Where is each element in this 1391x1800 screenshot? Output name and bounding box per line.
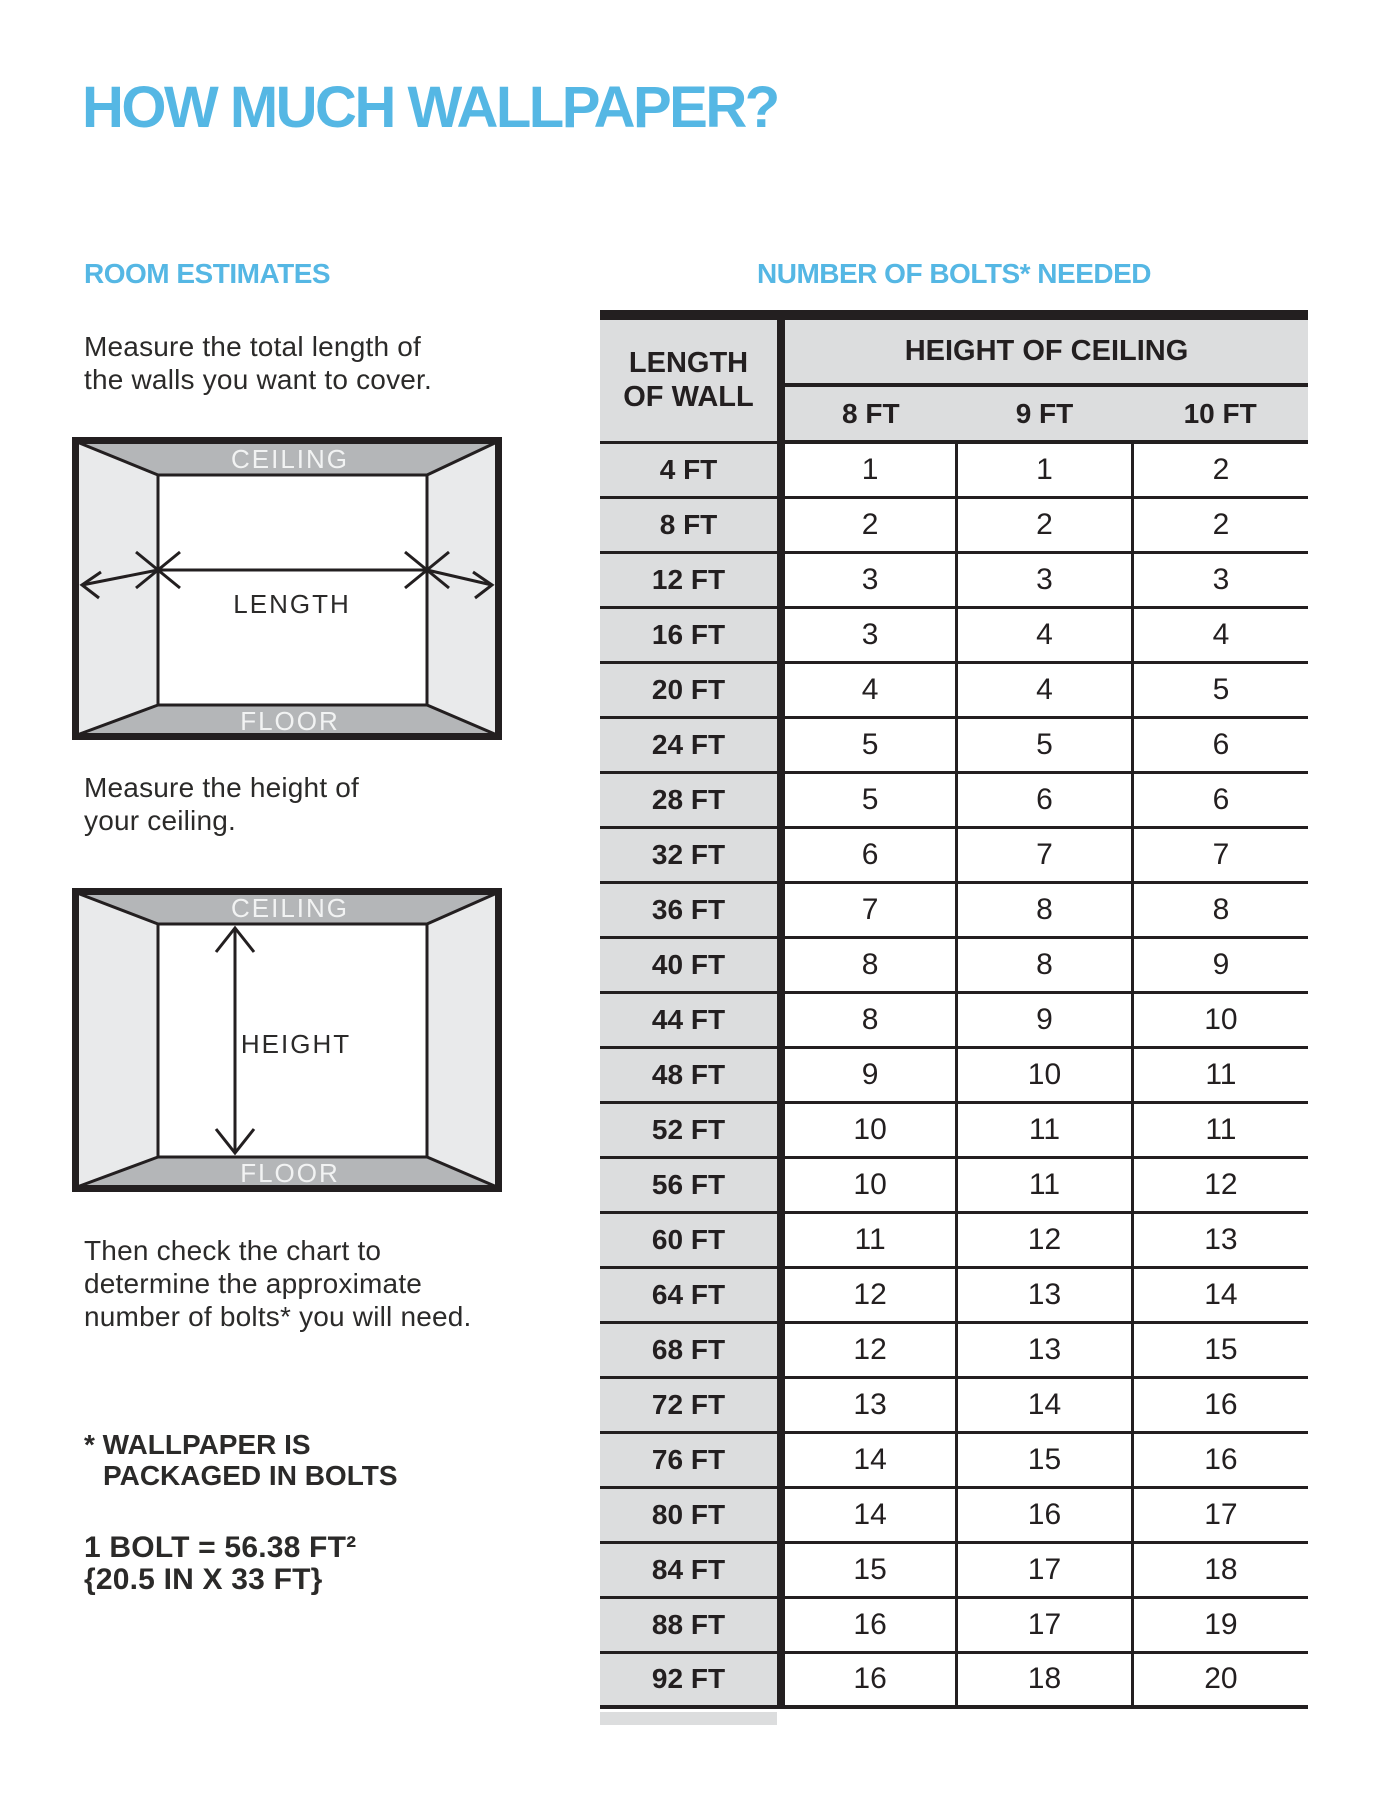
instruction-line: Measure the height of	[84, 772, 360, 803]
bolts-10ft-cell: 4	[1132, 607, 1308, 662]
floor-label: FLOOR	[240, 1158, 340, 1188]
bolts-9ft-cell: 17	[957, 1542, 1133, 1597]
column-header-9ft: 9 FT	[957, 385, 1133, 442]
section-heading-bolts-needed: NUMBER OF BOLTS* NEEDED	[757, 258, 1151, 289]
wall-length-cell: 48 FT	[600, 1047, 781, 1102]
table-row	[600, 662, 1308, 717]
bolts-10ft-cell: 11	[1132, 1047, 1308, 1102]
instruction-check-chart	[84, 1234, 472, 1333]
bolts-8ft-cell: 7	[781, 882, 957, 937]
wall-length-cell: 36 FT	[600, 882, 781, 937]
wall-length-cell: 44 FT	[600, 992, 781, 1047]
length-label: LENGTH	[233, 589, 351, 619]
bolts-8ft-cell: 8	[781, 937, 957, 992]
height-of-ceiling-header: HEIGHT OF CEILING	[781, 315, 1308, 385]
bolts-9ft-cell: 4	[957, 662, 1133, 717]
bolts-9ft-cell: 5	[957, 717, 1133, 772]
instruction-line: the walls you want to cover.	[84, 364, 432, 395]
wall-length-cell: 4 FT	[600, 442, 781, 497]
table-row	[600, 552, 1308, 607]
instruction-line: determine the approximate	[84, 1268, 423, 1299]
bolts-8ft-cell: 3	[781, 552, 957, 607]
bolts-10ft-cell: 7	[1132, 827, 1308, 882]
left-wall-panel	[77, 442, 158, 735]
footnote-line: PACKAGED IN BOLTS	[103, 1460, 398, 1491]
bolts-9ft-cell: 8	[957, 937, 1133, 992]
bolts-8ft-cell: 8	[781, 992, 957, 1047]
wall-length-cell: 72 FT	[600, 1377, 781, 1432]
wall-length-cell: 20 FT	[600, 662, 781, 717]
wall-length-cell: 8 FT	[600, 497, 781, 552]
bolts-9ft-cell: 16	[957, 1487, 1133, 1542]
bolts-8ft-cell: 1	[781, 442, 957, 497]
bolts-9ft-cell: 13	[957, 1267, 1133, 1322]
bolts-9ft-cell: 6	[957, 772, 1133, 827]
table-row	[600, 1377, 1308, 1432]
room-length-diagram	[72, 437, 502, 740]
bolts-9ft-cell: 14	[957, 1377, 1133, 1432]
table-row	[600, 772, 1308, 827]
bolts-8ft-cell: 12	[781, 1267, 957, 1322]
bolt-dimensions: {20.5 IN X 33 FT}	[84, 1563, 323, 1596]
bolts-10ft-cell: 15	[1132, 1322, 1308, 1377]
instruction-measure-height	[84, 771, 359, 837]
bolts-10ft-cell: 12	[1132, 1157, 1308, 1212]
instruction-measure-length	[84, 330, 432, 396]
bolts-10ft-cell: 19	[1132, 1597, 1308, 1652]
bolts-10ft-cell: 2	[1132, 442, 1308, 497]
bolts-9ft-cell: 17	[957, 1597, 1133, 1652]
table-row	[600, 882, 1308, 937]
wall-length-cell: 60 FT	[600, 1212, 781, 1267]
bolts-9ft-cell: 12	[957, 1212, 1133, 1267]
bolts-8ft-cell: 13	[781, 1377, 957, 1432]
wall-length-cell: 28 FT	[600, 772, 781, 827]
bolts-8ft-cell: 2	[781, 497, 957, 552]
header-line: LENGTH	[628, 347, 749, 380]
bolts-8ft-cell: 6	[781, 827, 957, 882]
wall-length-cell: 80 FT	[600, 1487, 781, 1542]
bolts-10ft-cell: 2	[1132, 497, 1308, 552]
floor-label: FLOOR	[240, 706, 340, 736]
wall-length-cell: 84 FT	[600, 1542, 781, 1597]
table-row	[600, 1267, 1308, 1322]
header-line: OF WALL	[623, 381, 754, 414]
bolts-9ft-cell: 11	[957, 1157, 1133, 1212]
bolts-table-container	[600, 310, 1308, 1709]
table-row	[600, 1322, 1308, 1377]
label-column-tab	[600, 1712, 777, 1725]
bolts-9ft-cell: 10	[957, 1047, 1133, 1102]
bolts-10ft-cell: 13	[1132, 1212, 1308, 1267]
bolts-footnote	[84, 1429, 398, 1491]
bolts-table	[600, 310, 1308, 1709]
bolts-10ft-cell: 5	[1132, 662, 1308, 717]
wall-length-cell: 92 FT	[600, 1652, 781, 1707]
section-heading-room-estimates: ROOM ESTIMATES	[84, 258, 331, 289]
bolts-10ft-cell: 17	[1132, 1487, 1308, 1542]
bolts-10ft-cell: 10	[1132, 992, 1308, 1047]
table-row	[600, 497, 1308, 552]
bolts-9ft-cell: 11	[957, 1102, 1133, 1157]
bolts-8ft-cell: 16	[781, 1652, 957, 1707]
wall-length-cell: 24 FT	[600, 717, 781, 772]
table-row	[600, 1432, 1308, 1487]
table-row	[600, 1047, 1308, 1102]
bolts-8ft-cell: 11	[781, 1212, 957, 1267]
height-label: HEIGHT	[240, 1029, 352, 1059]
bolts-table-header	[600, 315, 1308, 442]
column-header-10ft: 10 FT	[1132, 385, 1308, 442]
left-wall-panel	[77, 893, 158, 1187]
length-of-wall-header	[600, 315, 781, 442]
bolts-8ft-cell: 5	[781, 717, 957, 772]
bolts-9ft-cell: 18	[957, 1652, 1133, 1707]
wall-length-cell: 32 FT	[600, 827, 781, 882]
table-row	[600, 1212, 1308, 1267]
table-row	[600, 1542, 1308, 1597]
table-row	[600, 992, 1308, 1047]
bolts-9ft-cell: 1	[957, 442, 1133, 497]
bolts-9ft-cell: 3	[957, 552, 1133, 607]
bolts-10ft-cell: 16	[1132, 1377, 1308, 1432]
footnote-line: * WALLPAPER IS	[84, 1429, 311, 1460]
bolts-8ft-cell: 4	[781, 662, 957, 717]
wall-length-cell: 56 FT	[600, 1157, 781, 1212]
bolts-10ft-cell: 9	[1132, 937, 1308, 992]
bolts-8ft-cell: 5	[781, 772, 957, 827]
bolts-10ft-cell: 18	[1132, 1542, 1308, 1597]
bolts-8ft-cell: 14	[781, 1432, 957, 1487]
table-row	[600, 717, 1308, 772]
wall-length-cell: 64 FT	[600, 1267, 781, 1322]
wall-length-cell: 68 FT	[600, 1322, 781, 1377]
bolts-9ft-cell: 13	[957, 1322, 1133, 1377]
bolts-9ft-cell: 9	[957, 992, 1133, 1047]
table-row	[600, 442, 1308, 497]
instruction-line: Then check the chart to	[84, 1235, 382, 1266]
bolts-9ft-cell: 4	[957, 607, 1133, 662]
bolts-9ft-cell: 7	[957, 827, 1133, 882]
bolt-size-info	[84, 1532, 356, 1596]
instruction-line: your ceiling.	[84, 805, 237, 836]
table-row	[600, 1652, 1308, 1707]
bolts-table-body	[600, 442, 1308, 1707]
bolts-10ft-cell: 16	[1132, 1432, 1308, 1487]
table-row	[600, 1157, 1308, 1212]
bolts-8ft-cell: 10	[781, 1102, 957, 1157]
bolts-10ft-cell: 14	[1132, 1267, 1308, 1322]
wall-length-cell: 12 FT	[600, 552, 781, 607]
table-row	[600, 937, 1308, 992]
page-title: HOW MUCH WALLPAPER?	[82, 75, 778, 140]
bolts-8ft-cell: 16	[781, 1597, 957, 1652]
right-wall-panel	[427, 893, 497, 1187]
bolts-9ft-cell: 15	[957, 1432, 1133, 1487]
bolts-8ft-cell: 12	[781, 1322, 957, 1377]
bolts-10ft-cell: 6	[1132, 772, 1308, 827]
room-height-diagram	[72, 888, 502, 1192]
wall-length-cell: 52 FT	[600, 1102, 781, 1157]
ceiling-label: CEILING	[230, 444, 350, 474]
bolts-10ft-cell: 11	[1132, 1102, 1308, 1157]
ceiling-label: CEILING	[230, 893, 350, 923]
column-header-8ft: 8 FT	[781, 385, 957, 442]
bolts-9ft-cell: 8	[957, 882, 1133, 937]
bolts-9ft-cell: 2	[957, 497, 1133, 552]
bolts-8ft-cell: 3	[781, 607, 957, 662]
bolts-8ft-cell: 15	[781, 1542, 957, 1597]
bolts-8ft-cell: 10	[781, 1157, 957, 1212]
bolts-8ft-cell: 14	[781, 1487, 957, 1542]
bolts-10ft-cell: 3	[1132, 552, 1308, 607]
wall-length-cell: 88 FT	[600, 1597, 781, 1652]
wall-length-cell: 16 FT	[600, 607, 781, 662]
wall-length-cell: 40 FT	[600, 937, 781, 992]
bolts-8ft-cell: 9	[781, 1047, 957, 1102]
bolts-10ft-cell: 8	[1132, 882, 1308, 937]
bolt-equation: 1 BOLT = 56.38 FT²	[84, 1531, 357, 1564]
wall-length-cell: 76 FT	[600, 1432, 781, 1487]
table-row	[600, 1597, 1308, 1652]
table-row	[600, 607, 1308, 662]
instruction-line: Measure the total length of	[84, 331, 421, 362]
instruction-line: number of bolts* you will need.	[84, 1301, 472, 1332]
bolts-10ft-cell: 20	[1132, 1652, 1308, 1707]
bolts-10ft-cell: 6	[1132, 717, 1308, 772]
table-row	[600, 827, 1308, 882]
table-row	[600, 1487, 1308, 1542]
table-row	[600, 1102, 1308, 1157]
